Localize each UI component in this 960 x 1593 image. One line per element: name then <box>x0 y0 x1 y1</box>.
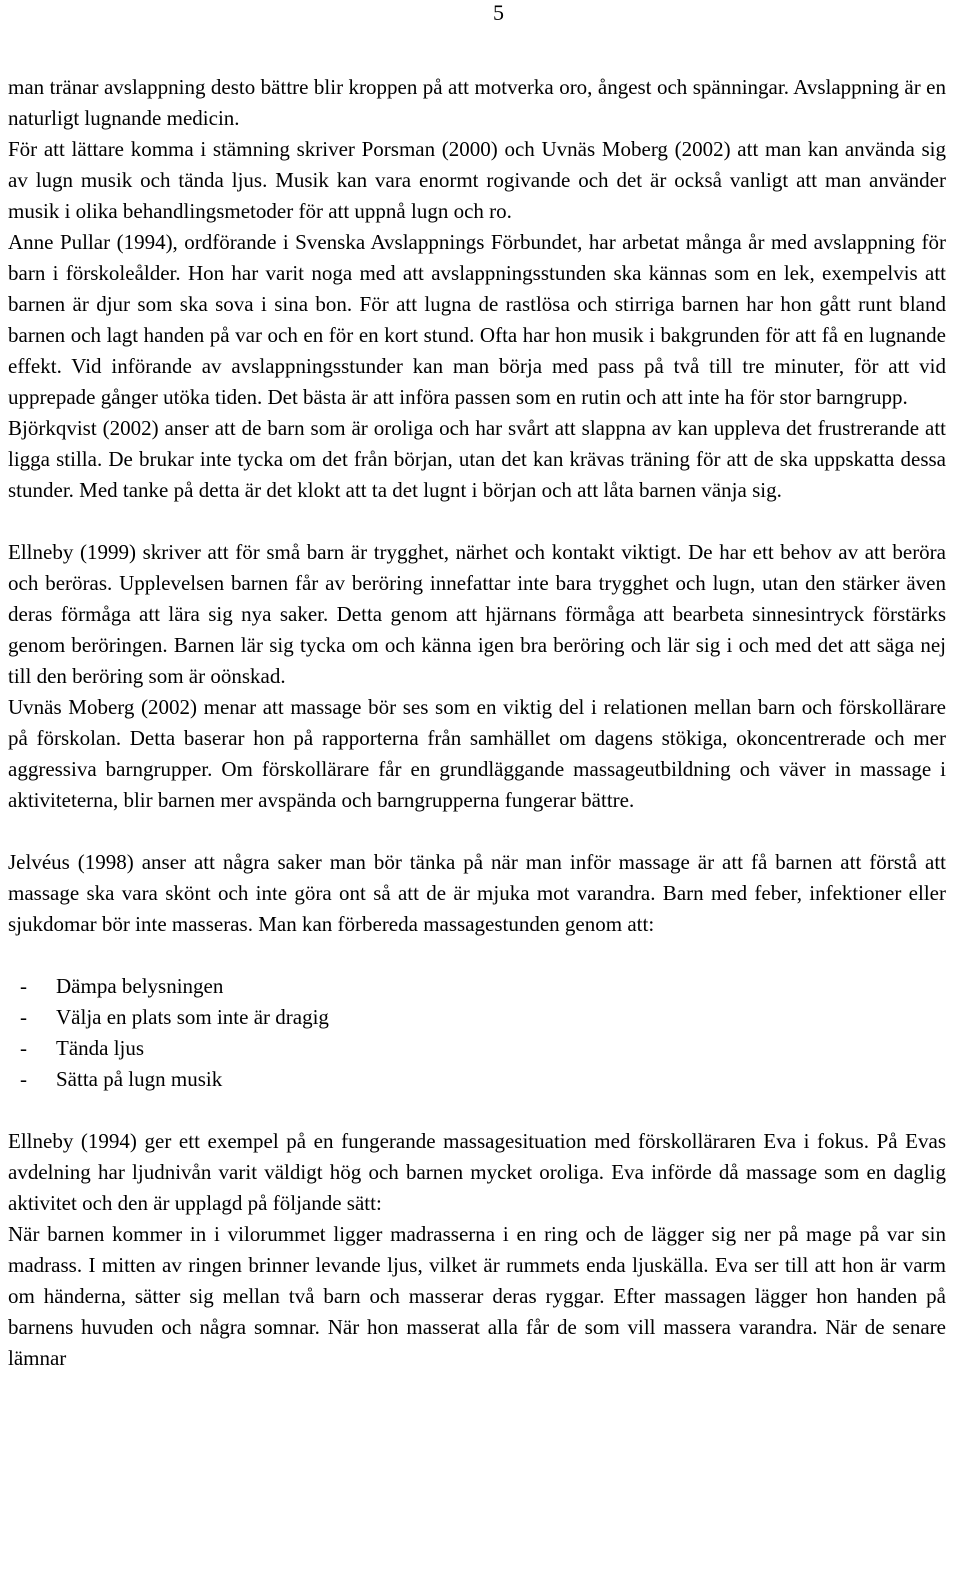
paragraph-spacer <box>8 1095 946 1126</box>
list-item <box>8 1064 946 1095</box>
list-item <box>8 971 946 1002</box>
paragraph: Ellneby (1994) ger ett exempel på en fungerande massagesituation med förskolläraren Eva i fokus. På Evas avdelning har ljudnivån varit väldigt hög och barnen mycket oroliga. Eva införde då massage som en daglig aktivitet och den är upplagd på följande sätt: <box>8 1129 946 1215</box>
dash-bullet: - <box>20 1005 27 1029</box>
paragraph: När barnen kommer in i vilorummet ligger madrasserna i en ring och de lägger sig ner på mage på var sin madrass. I mitten av ringen brinner levande ljus, vilket är rummets enda ljuskälla. Eva ser till att hon är varm om händerna, sätter sig mellan två barn och masserar deras ryggar. Efter massagen lägger hon handen på barnens huvuden och några somnar. När hon masserat alla får de som vill massera varandra. När de senare lämnar <box>8 1222 946 1370</box>
preparation-list <box>8 971 946 1095</box>
paragraph: Jelvéus (1998) anser att några saker man bör tänka på när man inför massage är att få barnen att förstå att massage ska vara skönt och inte göra ont så att de är mjuka mot varandra. Barn med feber, infektioner eller sjukdomar bör inte masseras. Man kan förbereda massagestunden genom att: <box>8 850 946 936</box>
paragraph-spacer <box>8 940 946 971</box>
document-body <box>8 72 946 1374</box>
list-item-text: Sätta på lugn musik <box>56 1067 223 1091</box>
page-number: 5 <box>493 0 504 25</box>
list-item-text: Välja en plats som inte är dragig <box>56 1005 329 1029</box>
paragraph: Björkqvist (2002) anser att de barn som är oroliga och har svårt att slappna av kan uppleva det frustrerande att ligga stilla. De brukar inte tycka om det från början, utan det kan krävas träning för att de ska uppskatta dessa stunder. Med tanke på detta är det klokt att ta det lugnt i början och att låta barnen vänja sig. <box>8 416 946 502</box>
dash-bullet: - <box>20 1067 27 1091</box>
list-item <box>8 1002 946 1033</box>
paragraph: Anne Pullar (1994), ordförande i Svenska Avslappnings Förbundet, har arbetat många år med avslappning för barn i förskoleålder. Hon har varit noga med att avslappningsstunden ska kännas som en lek, exempelvis att barnen är djur som ska sova i sina bon. För att lugna de rastlösa och stirriga barnen har hon gått runt bland barnen och lagt handen på var och en för en kort stund. Ofta har hon musik i bakgrunden för att få en lugnande effekt. Vid införande av avslappningsstunder kan man börja med pass på två till tre minuter, för att vid upprepade gånger utöka tiden. Det bästa är att införa passen som en rutin och att inte ha för stor barngrupp. <box>8 230 946 409</box>
paragraph-spacer <box>8 816 946 847</box>
paragraph: För att lättare komma i stämning skriver Porsman (2000) och Uvnäs Moberg (2002) att man kan använda sig av lugn musik och tända ljus. Musik kan vara enormt rogivande och det är också vanligt att man använder musik i olika behandlingsmetoder för att uppnå lugn och ro. <box>8 137 946 223</box>
paragraph: man tränar avslappning desto bättre blir kroppen på att motverka oro, ångest och spänningar. Avslappning är en naturligt lugnande medicin. <box>8 75 946 130</box>
list-item-text: Tända ljus <box>56 1036 145 1060</box>
dash-bullet: - <box>20 974 27 998</box>
paragraph: Ellneby (1999) skriver att för små barn är trygghet, närhet och kontakt viktigt. De har ett behov av att beröra och beröras. Upplevelsen barnen får av beröring innefattar inte bara trygghet och lugn, utan den stärker även deras förmåga att lära sig nya saker. Detta genom att hjärnans förmåga att bearbeta sinnesintryck förstärks genom beröringen. Barnen lär sig tycka om och känna igen bra beröring och lär sig i och med det att säga nej till den beröring som är oönskad. <box>8 540 946 688</box>
paragraph-spacer <box>8 506 946 537</box>
dash-bullet: - <box>20 1036 27 1060</box>
list-item-text: Dämpa belysningen <box>56 974 224 998</box>
paragraph: Uvnäs Moberg (2002) menar att massage bör ses som en viktig del i relationen mellan barn och förskollärare på förskolan. Detta baserar hon på rapporterna från samhället om dagens stökiga, okoncentrerade och mer aggressiva barngrupper. Om förskollärare får en grundläggande massageutbildning och väver in massage i aktiviteterna, blir barnen mer avspända och barngrupperna fungerar bättre. <box>8 695 946 812</box>
list-item <box>8 1033 946 1064</box>
